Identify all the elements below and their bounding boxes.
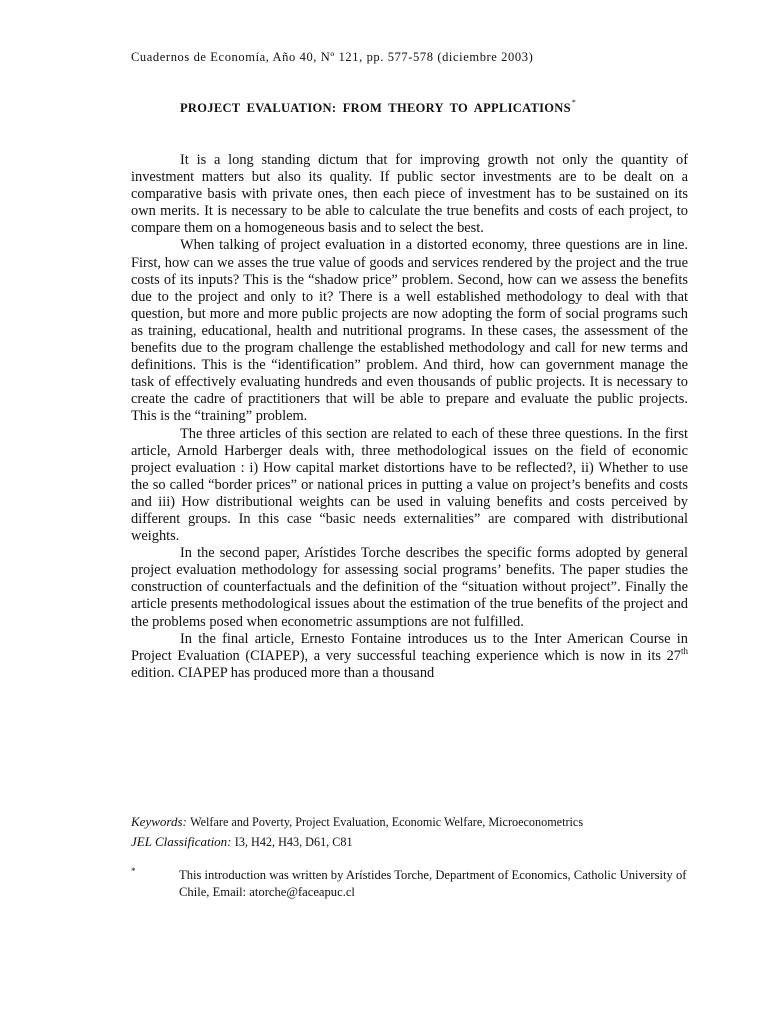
body-paragraph-1: It is a long standing dictum that for improving growth not only the quantity of investment matters but also its quality. If public sector investments are to be dealt on a comparative basis with private ones, then each piece of investment has to be sustained on its own merits. It is necessary to be able to calculate the true benefits and costs of each project, to compare them on a homogeneous basis and to select the best. [131, 152, 688, 237]
keywords-value: Welfare and Poverty, Project Evaluation, Economic Welfare, Microeconometrics [190, 815, 584, 829]
body-paragraph-2: When talking of project evaluation in a distorted economy, three questions are in line. First, how can we asses the true value of goods and services rendered by the project and the true costs of its inputs? This is the “shadow price” problem. Second, how can we assess the benefits due to the project and only to it? There is a well established methodology to deal with that question, but more and more public projects are now adopting the form of social programs such as training, educational, health and nutritional programs. In these cases, the assessment of the benefits due to the program challenge the established methodology and call for new terms and definitions. This is the “identification” problem. And third, how can government manage the task of effectively evaluating hundreds and even thousands of public projects. It is necessary to create the cadre of practitioners that will be able to prepare and evaluate the public projects. This is the “training” problem. [131, 237, 688, 425]
body-paragraph-5-after: edition. CIAPEP has produced more than a thousand [131, 664, 435, 681]
keywords-label: Keywords: [131, 814, 187, 829]
running-head: Cuadernos de Economía, Año 40, Nº 121, pp. 577-578 (diciembre 2003) [131, 50, 534, 64]
ordinal-superscript: th [680, 645, 688, 656]
body-paragraph-3: The three articles of this section are related to each of these three questions. In the first article, Arnold Harberger deals with, three methodological issues on the field of economic project evaluation : i) How capital market distortions have to be reflected?, ii) Whether to use the so called “border prices” or national prices in putting a value on project’s benefits and costs and iii) How distributional weights can be used in valuing benefits and costs perceived by different groups. In this case “basic needs externalities” are compared with distributional weights. [131, 425, 688, 545]
footnote-text: This introduction was written by Arístides Torche, Department of Economics, Catholic University of Chile, Email: atorche@faceapuc.cl [179, 868, 687, 899]
keywords-block [131, 812, 701, 852]
jel-line [131, 832, 701, 852]
article-title [180, 100, 576, 116]
jel-value: I3, H42, H43, D61, C81 [234, 835, 353, 849]
keywords-line [131, 812, 701, 832]
footnote-marker: * [131, 866, 136, 876]
body-paragraph-5-before: In the final article, Ernesto Fontaine introduces us to the Inter American Course in Project Evaluation (CIAPEP), a very successful teaching experience which is now in its 27 [131, 630, 688, 664]
article-title-text: PROJECT EVALUATION: FROM THEORY TO APPLICATIONS [180, 101, 571, 116]
title-footnote-marker: * [571, 98, 577, 107]
body-paragraph-4: In the second paper, Arístides Torche describes the specific forms adopted by general project evaluation methodology for assessing social programs’ benefits. The paper studies the construction of counterfactuals and the definition of the “situation without project”. Finally the article presents methodological issues about the estimation of the true benefits of the project and the problems posed when econometric assumptions are not fulfilled. [131, 545, 688, 630]
article-body [131, 152, 688, 682]
jel-label: JEL Classification: [131, 834, 232, 849]
body-paragraph-5 [131, 631, 688, 682]
